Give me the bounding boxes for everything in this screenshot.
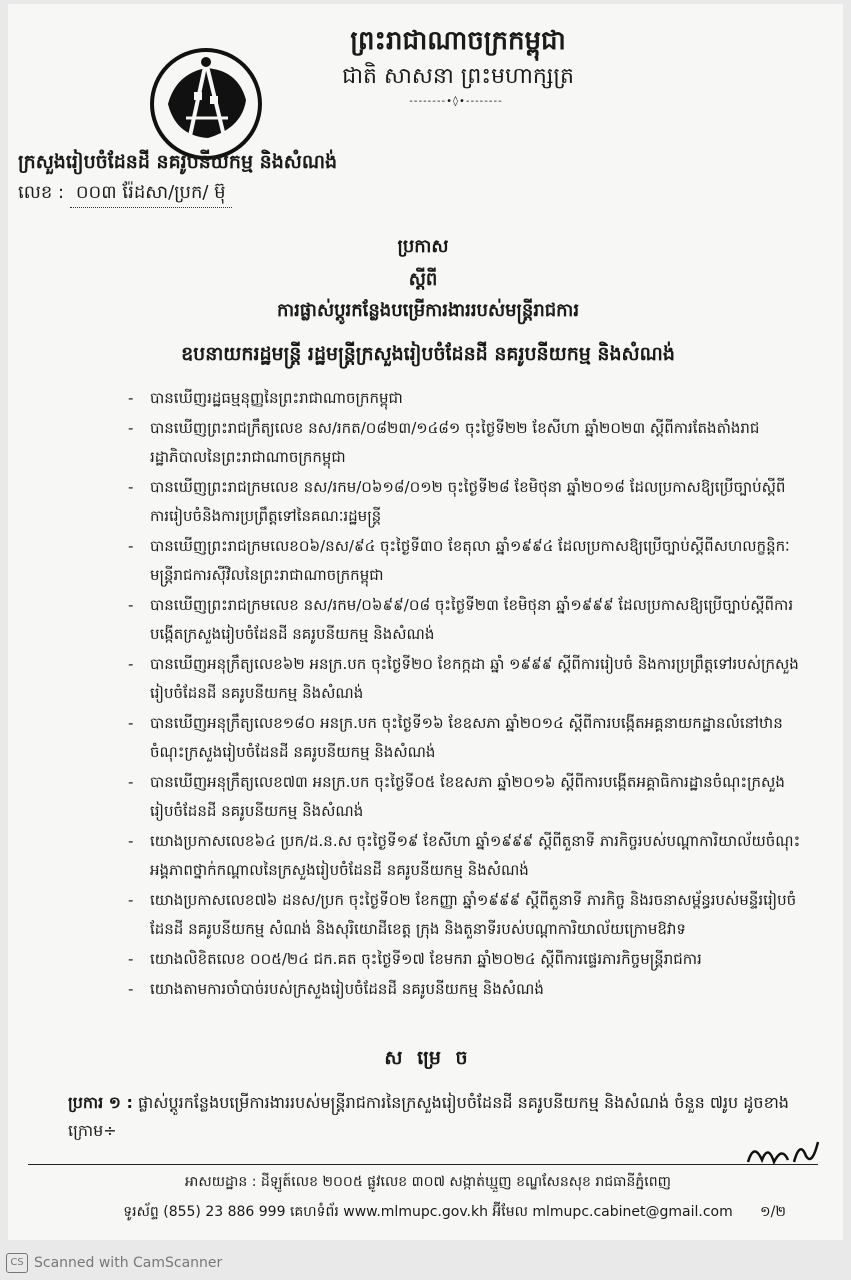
footer-contact: ទូរស័ព្ទ (855) 23 886 999 គេហទំព័រ www.mlmupc.gov.kh អ៊ីមែល mlmupc.cabinet@gmail.com <box>123 1204 733 1220</box>
camscanner-watermark <box>6 1252 256 1274</box>
decision-heading: ស ម្រេ ច <box>384 1047 472 1069</box>
list-item: - បានឃើញព្រះរាជក្រមលេខ០៦/នស/៩៤ ចុះថ្ងៃទី៣០ ខែតុលា ឆ្នាំ១៩៩៤ ដែលប្រកាសឱ្យប្រើច្បាប់ស្តីពីសហលក្ខន្តិកៈមន្ត្រីរាជការស៊ីវិលនៃព្រះរាជាណាចក្រកម្ពុជា <box>128 537 790 584</box>
title-subject-label: ស្តីពី <box>408 269 438 290</box>
list-item: - បានឃើញអនុក្រឹត្យលេខ៦២ អនក្រ.បក ចុះថ្ងៃទី២០ ខែកក្កដា ឆ្នាំ ១៩៩៩ ស្តីពីការរៀបចំ និងការប្រព្រឹត្តទៅរបស់ក្រសួងរៀបចំដែនដី នគរូបនីយកម្ម និងសំណង់ <box>128 655 799 702</box>
list-item: - យោងតាមការចាំបាច់របស់ក្រសួងរៀបចំដែនដី នគរូបនីយកម្ម និងសំណង់ <box>128 980 544 998</box>
camscanner-logo-icon: CS <box>6 1253 28 1273</box>
list-item: - បានឃើញព្រះរាជក្រមលេខ នស/រកម/០៦៩៩/០៨ ចុះថ្ងៃទី២៣ ខែមិថុនា ឆ្នាំ១៩៩៩ ដែលប្រកាសឱ្យប្រើច្បាប់ស្តីពីការបង្កើតក្រសួងរៀបចំដែនដី នគរូបនីយកម្ម និងសំណង់ <box>128 596 794 643</box>
list-item: - បានឃើញរដ្ឋធម្មនុញ្ញនៃព្រះរាជាណាចក្រកម្ពុជា <box>128 389 403 407</box>
list-item: - បានឃើញអនុក្រឹត្យលេខ១៨០ អនក្រ.បក ចុះថ្ងៃទី១៦ ខែឧសភា ឆ្នាំ២០១៤ ស្តីពីការបង្កើតអគ្គនាយកដ្ឋានលំនៅឋានចំណុះក្រសួងរៀបចំដែនដី នគរូបនីយកម្ម និងសំណង់ <box>128 714 783 761</box>
article-label: ប្រការ ១ : <box>68 1093 133 1112</box>
kingdom-heading: ព្រះរាជាណាចក្រកម្ពុជា <box>350 26 566 56</box>
footer-address: អាសយដ្ឋាន : ដីឡូត៍លេខ ២០០៥ ផ្លូវលេខ ៣០៧ សង្កាត់ឃ្មួញ ខណ្ឌសែនសុខ រាជធានីភ្នំពេញ <box>185 1174 671 1190</box>
article-text: ផ្លាស់ប្តូរកន្លែងបម្រើការងាររបស់មន្ត្រីរាជការនៃក្រសួងរៀបចំដែនដី នគរូបនីយកម្ម និងសំណង់ ចំនួន ៧រូប ដូចខាងក្រោម÷ <box>68 1093 789 1140</box>
issuing-authority: ឧបនាយករដ្ឋមន្ត្រី រដ្ឋមន្ត្រីក្រសួងរៀបចំដែនដី នគរូបនីយកម្ម និងសំណង់ <box>181 343 675 365</box>
ministry-emblem-icon <box>146 44 266 164</box>
reference-number-value: ០០៣ រ៉ែដសា/ប្រក/ ម៊ុ <box>70 180 232 208</box>
article-1 <box>68 1089 808 1145</box>
list-item: - យោងប្រកាសលេខ៧៦ ដនស/ប្រក ចុះថ្ងៃទី០២ ខែកញ្ញា ឆ្នាំ១៩៩៩ ស្តីពីតួនាទី ភារកិច្ច និងរចនាសម្ព័ន្ធរបស់មន្ទីររៀបចំដែនដី នគរូបនីយកម្ម សំណង់ និងសុរិយោដីខេត្ត ក្រុង និងតួនាទីរបស់បណ្តាការិយាល័យក្រោមឱវាទ <box>128 891 797 938</box>
ministry-name: ក្រសួងរៀបចំដែនដី នគរូបនីយកម្ម និងសំណង់ <box>18 151 338 173</box>
list-item: - យោងប្រកាសលេខ៦៤ ប្រក/ដ.ន.ស ចុះថ្ងៃទី១៩ ខែសីហា ឆ្នាំ១៩៩៩ ស្តីពីតួនាទី ភារកិច្ចរបស់បណ្តាការិយាល័យចំណុះអង្គភាពថ្នាក់កណ្តាលនៃក្រសួងរៀបចំដែនដី នគរូបនីយកម្ម និងសំណង់ <box>128 832 801 879</box>
national-motto: ជាតិ សាសនា ព្រះមហាក្សត្រ <box>342 64 574 89</box>
list-item: - បានឃើញព្រះរាជក្រឹត្យលេខ នស/រកត/០៨២៣/១៤៨១ ចុះថ្ងៃទី២២ ខែសីហា ឆ្នាំ២០២៣ ស្តីពីការតែងតាំងរាជរដ្ឋាភិបាលនៃព្រះរាជាណាចក្រកម្ពុជា <box>128 419 760 466</box>
document-page <box>8 4 843 1240</box>
document-subject: ការផ្លាស់ប្តូរកន្លែងបម្រើការងាររបស់មន្ត្រីរាជការ <box>276 300 580 321</box>
camscanner-label: Scanned with CamScanner <box>34 1255 223 1271</box>
document-type: ប្រកាស <box>397 236 449 257</box>
list-item: - យោងលិខិតលេខ ០០៥/២៤ ជក.គត ចុះថ្ងៃទី១៧ ខែមករា ឆ្នាំ២០២៤ ស្តីពីការផ្ទេរភារកិច្ចមន្ត្រីរាជការ <box>128 950 702 968</box>
list-item: - បានឃើញព្រះរាជក្រមលេខ នស/រកម/០៦១៨/០១២ ចុះថ្ងៃទី២៨ ខែមិថុនា ឆ្នាំ២០១៨ ដែលប្រកាសឱ្យប្រើច្បាប់ស្តីពីការរៀបចំនិងការប្រព្រឹត្តទៅនៃគណៈរដ្ឋមន្ត្រី <box>128 478 786 525</box>
recitals-list <box>128 384 803 1005</box>
footer-divider <box>28 1164 818 1165</box>
ornament-divider: --------•◊•-------- <box>409 96 503 107</box>
list-item: - បានឃើញអនុក្រឹត្យលេខ៧៣ អនក្រ.បក ចុះថ្ងៃទី០៥ ខែឧសភា ឆ្នាំ២០១៦ ស្តីពីការបង្កើតអគ្គាធិការដ្ឋានចំណុះក្រសួងរៀបចំដែនដី នគរូបនីយកម្ម និងសំណង់ <box>128 773 785 820</box>
reference-number-line <box>18 180 418 208</box>
page-number: ១/២ <box>760 1204 786 1220</box>
reference-number-label: លេខ : <box>18 182 65 203</box>
